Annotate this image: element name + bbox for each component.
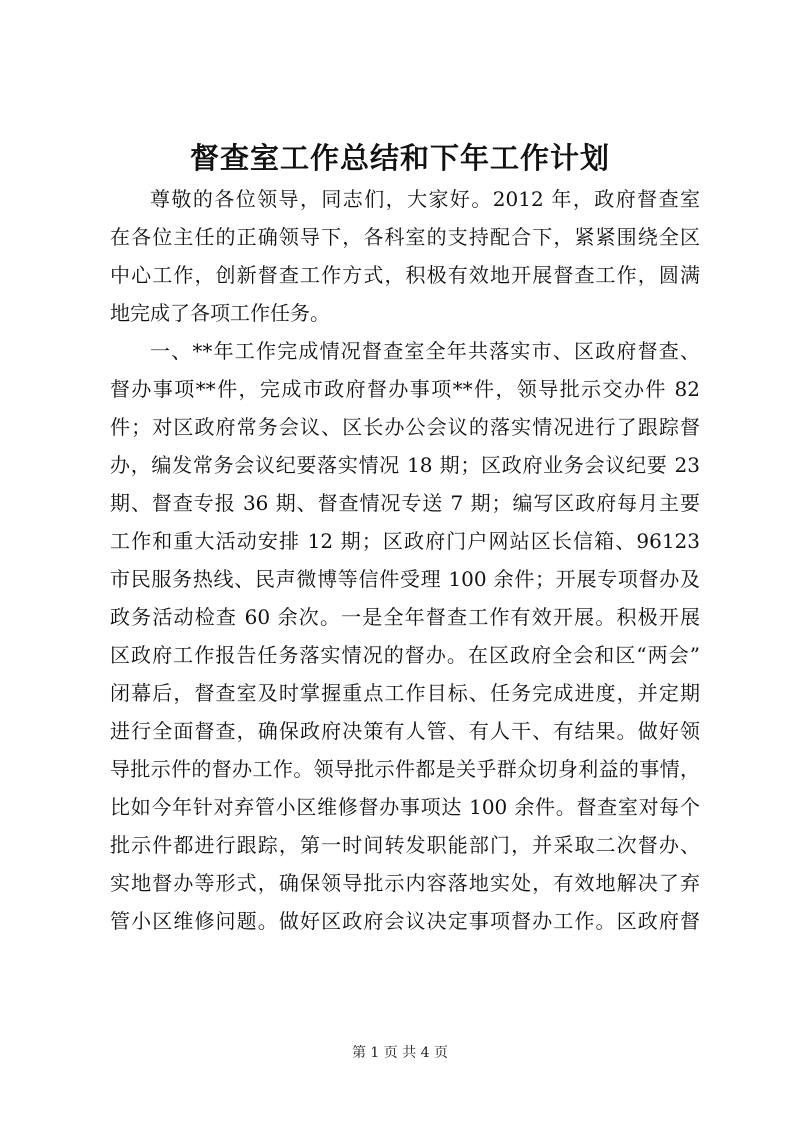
text-line: 件；对区政府常务会议、区长办公会议的落实情况进行了跟踪督 [110,415,700,439]
text-line: 督办事项**件，完成市政府督办事项**件，领导批示交办件 82 [110,377,700,401]
text-line: 闭幕后，督查室及时掌握重点工作目标、任务完成进度，并定期 [110,681,700,705]
text-line: 政务活动检查 60 余次。一是全年督查工作有效开展。积极开展 [110,605,700,629]
text-line: 实地督办等形式，确保领导批示内容落地实处，有效地解决了弃 [110,871,700,895]
text-line: 尊敬的各位领导，同志们，大家好。2012 年，政府督查室 [150,187,700,211]
text-line: 批示件都进行跟踪，第一时间转发职能部门，并采取二次督办、 [110,833,700,857]
text-line: 在各位主任的正确领导下，各科室的支持配合下，紧紧围绕全区 [110,225,700,249]
page-number-footer: 第 1 页 共 4 页 [351,1045,449,1061]
text-line: 工作和重大活动安排 12 期；区政府门户网站区长信箱、96123 [110,529,700,553]
text-line: 进行全面督查，确保政府决策有人管、有人干、有结果。做好领 [110,719,700,743]
text-line: 中心工作，创新督查工作方式，积极有效地开展督查工作，圆满 [110,263,700,287]
text-line: 管小区维修问题。做好区政府会议决定事项督办工作。区政府督 [110,909,700,933]
paragraph-greeting [110,180,700,332]
text-line: 地完成了各项工作任务。 [110,301,330,325]
text-line: 办，编发常务会议纪要落实情况 18 期；区政府业务会议纪要 23 [110,453,700,477]
text-line: 一、**年工作完成情况督查室全年共落实市、区政府督查、 [150,339,700,363]
text-line: 市民服务热线、民声微博等信件受理 100 余件；开展专项督办及 [110,567,700,591]
text-line: 区政府工作报告任务落实情况的督办。在区政府全会和区“两会” [110,643,700,667]
document-title: 督查室工作总结和下年工作计划 [189,141,610,175]
document-body [110,180,700,940]
text-line: 比如今年针对弃管小区维修督办事项达 100 余件。督查室对每个 [110,795,700,819]
text-line: 期、督查专报 36 期、督查情况专送 7 期；编写区政府每月主要 [110,491,700,515]
paragraph-work-summary [110,332,700,940]
text-line: 导批示件的督办工作。领导批示件都是关乎群众切身利益的事情， [110,757,700,781]
